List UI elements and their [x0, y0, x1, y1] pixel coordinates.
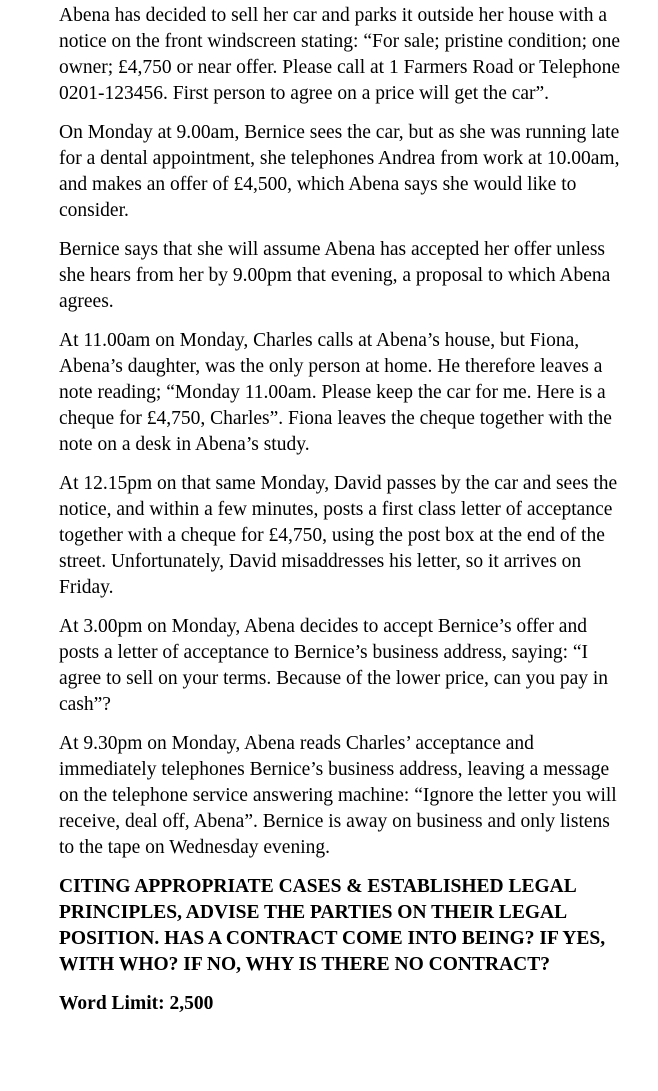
paragraph-abena-message: At 9.30pm on Monday, Abena reads Charles’ acceptance and immediately telephones Bernice’s business address, leaving a message on the telephone service answering machine: “Ignore the letter you will receive, deal off, Abena”. Bernice is away on business and only listens to the tape on Wednesday evening. [59, 733, 617, 858]
word-limit: Word Limit: 2,500 [59, 993, 214, 1014]
paragraph-charles-note: At 11.00am on Monday, Charles calls at Abena’s house, but Fiona, Abena’s daughter, was the only person at home. He therefore leaves a note reading; “Monday 11.00am. Please keep the car for me. Here is a cheque for £4,750, Charles”. Fiona leaves the cheque together with the note on a desk in Abena’s study. [59, 330, 612, 455]
paragraph-bernice-offer: On Monday at 9.00am, Bernice sees the car, but as she was running late for a dental appointment, she telephones Andrea from work at 10.00am, and makes an offer of £4,500, which Abena says she would like to consider. [59, 122, 620, 221]
paragraph-bernice-assumption: Bernice says that she will assume Abena has accepted her offer unless she hears from her by 9.00pm that evening, a proposal to which Abena agrees. [59, 239, 611, 312]
paragraph-david-letter: At 12.15pm on that same Monday, David passes by the car and sees the notice, and within a few minutes, posts a first class letter of acceptance together with a cheque for £4,750, using the post box at the end of the street. Unfortunately, David misaddresses his letter, so it arrives on Friday. [59, 473, 618, 598]
question-prompt: CITING APPROPRIATE CASES & ESTABLISHED LEGAL PRINCIPLES, ADVISE THE PARTIES ON THEIR LEGAL POSITION. HAS A CONTRACT COME INTO BEING? IF YES, WITH WHO? IF NO, WHY IS THERE NO CONTRACT? [59, 876, 606, 975]
paragraph-abena-acceptance: At 3.00pm on Monday, Abena decides to accept Bernice’s offer and posts a letter of acceptance to Bernice’s business address, saying: “I agree to sell on your terms. Because of the lower price, can you pay in cash”? [59, 616, 609, 715]
paragraph-sale-notice: Abena has decided to sell her car and parks it outside her house with a notice on the front windscreen stating: “For sale; pristine condition; one owner; £4,750 or near offer. Please call at 1 Farmers Road or Telephone 0201-123456. First person to agree on a price will get the car”. [59, 5, 621, 104]
